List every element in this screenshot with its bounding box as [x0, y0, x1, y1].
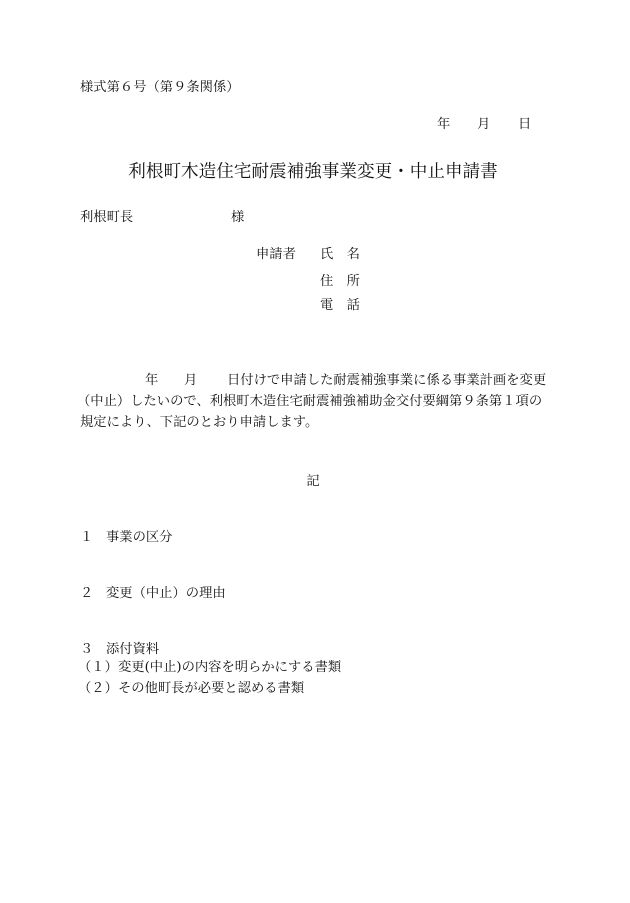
addressee-name: 利根町長 — [80, 210, 134, 225]
date-day-label: 日 — [518, 117, 532, 132]
form-number: 様式第６号（第９条関係） — [80, 80, 240, 95]
applicant-name-label: 氏 名 — [320, 247, 360, 262]
applicant-label: 申請者 — [256, 247, 296, 262]
date-month-label: 月 — [477, 117, 491, 132]
body-month-label: 月 — [184, 373, 198, 388]
item-text: 添付資料 — [106, 642, 160, 657]
note-heading: 記 — [306, 474, 320, 489]
date-year-label: 年 — [437, 117, 451, 132]
item-number: ３ — [80, 642, 94, 657]
attachment-number: （２） — [78, 681, 118, 696]
body-line-2: （中止）したいので、利根町木造住宅耐震補強補助金交付要綱第９条第１項の — [77, 394, 543, 409]
item-number: １ — [80, 530, 94, 545]
item-text: 事業の区分 — [106, 530, 173, 545]
body-line-3: 規定により、下記のとおり申請します。 — [80, 415, 319, 430]
applicant-address-label: 住 所 — [320, 274, 360, 289]
attachment-text: その他町長が必要と認める書類 — [118, 681, 305, 696]
applicant-phone-label: 電 話 — [320, 298, 360, 313]
item-text: 変更（中止）の理由 — [106, 586, 226, 601]
document-title: 利根町木造住宅耐震補強事業変更・中止申請書 — [128, 162, 498, 182]
item-number: ２ — [80, 586, 94, 601]
attachment-number: （１） — [78, 660, 118, 675]
addressee-honorific: 様 — [231, 210, 245, 225]
body-year-label: 年 — [145, 373, 159, 388]
attachment-text: 変更(中止)の内容を明らかにする書類 — [118, 660, 342, 675]
body-line-1: 日付けで申請した耐震補強事業に係る事業計画を変更 — [227, 373, 547, 388]
